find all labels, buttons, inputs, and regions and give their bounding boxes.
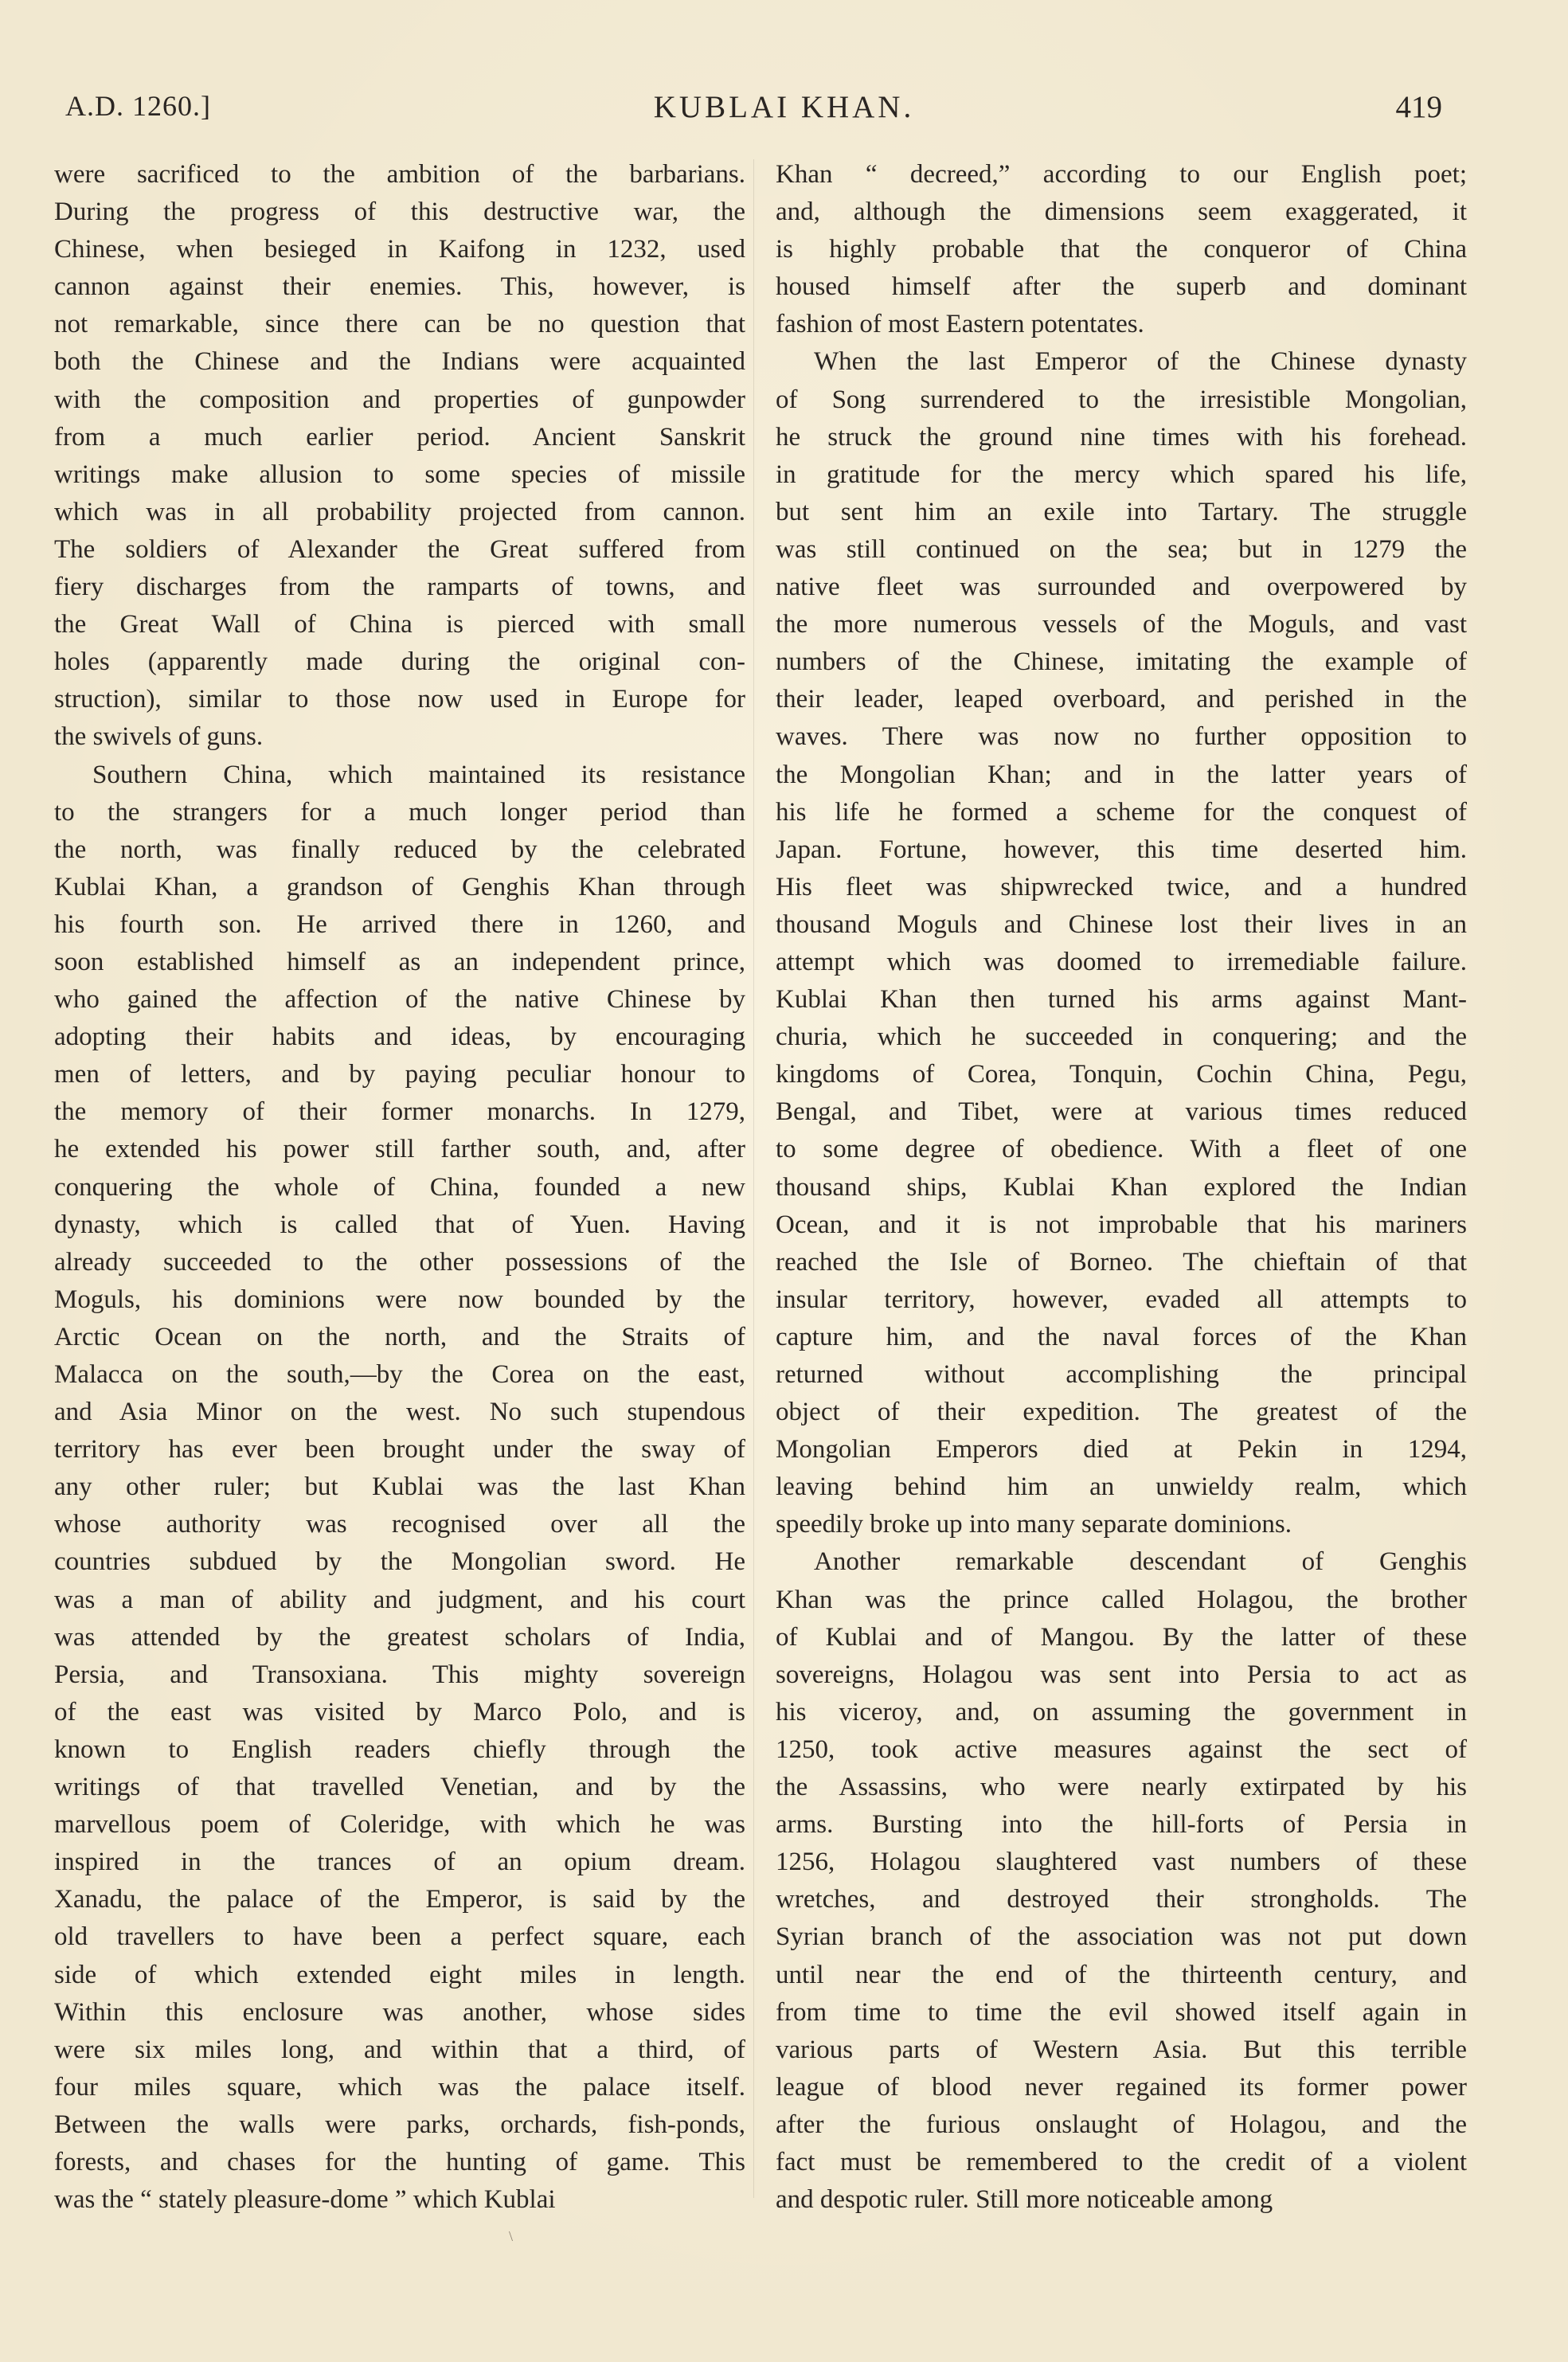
text-line	[54, 2032, 745, 2069]
column-divider	[753, 159, 754, 2198]
text-line	[776, 757, 1467, 794]
text-line-content: leaving behind him an unwieldy realm, which	[776, 1472, 1467, 1502]
text-line-content: 1250, took active measures against the sect of	[776, 1734, 1467, 1764]
text-line	[776, 1656, 1467, 1694]
text-line	[54, 1731, 745, 1769]
text-line-content: of Song surrendered to the irresistible Mongolian,	[776, 385, 1467, 414]
text-line-content: writings of that travelled Venetian, and by the	[54, 1773, 745, 1802]
text-line-content: The soldiers of Alexander the Great suffered from	[54, 534, 745, 564]
text-line-content: struction), similar to those now used in Europe for	[54, 685, 745, 714]
text-line-content: speedily broke up into many separate dominions.	[776, 1510, 1292, 1539]
text-line	[776, 1319, 1467, 1356]
text-line-content: the swivels of guns.	[54, 722, 264, 752]
text-line-content: forests, and chases for the hunting of game. This	[54, 2147, 745, 2176]
text-line	[54, 1431, 745, 1468]
text-line	[54, 1769, 745, 1806]
text-line-content: churia, which he succeeded in conquering; and the	[776, 1023, 1467, 1052]
text-line-content: soon established himself as an independent prince,	[54, 947, 745, 976]
text-line-content: their leader, leaped overboard, and perished in the	[776, 685, 1467, 714]
text-line-content: fiery discharges from the ramparts of towns, and	[54, 573, 745, 602]
text-line-content: thousand Moguls and Chinese lost their lives in an	[776, 909, 1467, 939]
text-line	[54, 1918, 745, 1956]
text-line	[776, 831, 1467, 869]
text-line-content: but sent him an exile into Tartary. The struggle	[776, 497, 1467, 526]
text-line	[776, 419, 1467, 456]
text-line	[776, 156, 1467, 194]
text-line	[776, 1543, 1467, 1581]
text-line	[776, 1281, 1467, 1319]
text-line	[776, 2144, 1467, 2181]
text-line-content: and despotic ruler. Still more noticeable among	[776, 2185, 1273, 2215]
text-line-content: marvellous poem of Coleridge, with which he was	[54, 1810, 745, 1840]
text-line-content: Xanadu, the palace of the Emperor, is said by the	[54, 1885, 745, 1914]
text-line	[54, 1994, 745, 2032]
text-line	[776, 1694, 1467, 1731]
text-line-content: and Asia Minor on the west. No such stupendous	[54, 1398, 745, 1427]
text-line	[776, 306, 1467, 343]
text-line	[776, 1506, 1467, 1543]
text-line	[776, 231, 1467, 268]
text-line	[54, 681, 745, 718]
text-line	[54, 1881, 745, 1918]
page-number: 419	[1395, 90, 1442, 124]
text-line-content: Moguls, his dominions were now bounded by the	[54, 1285, 745, 1314]
text-line-content: inspired in the trances of an opium dream.	[54, 1848, 745, 1877]
text-line	[54, 2069, 745, 2106]
text-line-content: His fleet was shipwrecked twice, and a hundred	[776, 872, 1467, 901]
text-line-content: men of letters, and by paying peculiar honour to	[54, 1060, 745, 1089]
footer-mark: \	[509, 2228, 514, 2244]
text-line	[776, 1356, 1467, 1394]
text-line	[54, 494, 745, 531]
text-line-content: numbers of the Chinese, imitating the example of	[776, 647, 1467, 677]
text-line	[776, 381, 1467, 419]
text-line	[54, 231, 745, 268]
text-line	[54, 381, 745, 419]
text-line	[776, 906, 1467, 944]
text-line	[776, 944, 1467, 981]
text-line-content: he extended his power still farther south, and, after	[54, 1135, 745, 1164]
text-line	[54, 531, 745, 569]
text-line-content: fashion of most Eastern potentates.	[776, 310, 1144, 339]
text-line	[776, 343, 1467, 381]
text-line	[776, 194, 1467, 231]
text-line-content: known to English readers chiefly through the	[54, 1734, 745, 1764]
text-line-content: kingdoms of Corea, Tonquin, Cochin China, Pegu,	[776, 1060, 1467, 1089]
text-line-content: his viceroy, and, on assuming the government in	[776, 1697, 1467, 1727]
text-line-content: object of their expedition. The greatest of the	[776, 1398, 1467, 1427]
header-date: A.D. 1260.]	[65, 90, 211, 122]
text-line	[776, 1206, 1467, 1244]
text-line-content: the Assassins, who were nearly extirpated by his	[776, 1773, 1467, 1802]
text-line-content: his fourth son. He arrived there in 1260, and	[54, 909, 745, 939]
text-line-content: whose authority was recognised over all the	[54, 1510, 745, 1539]
text-line-content: thousand ships, Kublai Khan explored the Indian	[776, 1172, 1467, 1202]
text-line	[776, 569, 1467, 606]
text-line-content: Kublai Khan then turned his arms against Mant-	[776, 985, 1467, 1015]
text-line-content: were sacrificed to the ambition of the barbarians.	[54, 160, 745, 189]
text-line	[54, 906, 745, 944]
text-line-content: the north, was finally reduced by the celebrated	[54, 835, 745, 864]
text-line	[776, 2106, 1467, 2144]
text-line-content: who gained the affection of the native Chinese by	[54, 985, 745, 1015]
text-line-content: which was in all probability projected from cannon.	[54, 497, 745, 526]
text-line	[54, 1394, 745, 1431]
text-line-content: the Mongolian Khan; and in the latter years of	[776, 760, 1467, 789]
text-line	[54, 1468, 745, 1506]
text-line-content: of the east was visited by Marco Polo, and is	[54, 1697, 745, 1727]
text-line	[776, 1731, 1467, 1769]
text-line-content: native fleet was surrounded and overpowered by	[776, 573, 1467, 602]
text-line-content: both the Chinese and the Indians were acquainted	[54, 347, 745, 377]
text-line-content: Khan “ decreed,” according to our English poet;	[776, 160, 1467, 189]
text-line	[776, 268, 1467, 306]
text-line-content: Persia, and Transoxiana. This mighty sovereign	[54, 1660, 745, 1689]
text-line-content: Chinese, when besieged in Kaifong in 1232, used	[54, 235, 745, 264]
text-line-content: 1256, Holagou slaughtered vast numbers of these	[776, 1848, 1467, 1877]
text-line-content: sovereigns, Holagou was sent into Persia to act as	[776, 1660, 1467, 1689]
text-line	[54, 1093, 745, 1131]
text-line-content: Another remarkable descendant of Genghis	[814, 1547, 1467, 1577]
text-line-content: reached the Isle of Borneo. The chieftain of that	[776, 1247, 1467, 1277]
text-line	[776, 1769, 1467, 1806]
text-line	[54, 1619, 745, 1656]
text-line-content: already succeeded to the other possessions of the	[54, 1247, 745, 1277]
text-line-content: Syrian branch of the association was not put down	[776, 1922, 1467, 1952]
text-line	[54, 1656, 745, 1694]
text-line	[54, 981, 745, 1019]
text-line	[776, 1582, 1467, 1619]
text-line-content: in gratitude for the mercy which spared his life,	[776, 459, 1467, 489]
text-line-content: Between the walls were parks, orchards, fish-ponds,	[54, 2110, 745, 2139]
text-line-content: countries subdued by the Mongolian sword. He	[54, 1547, 745, 1577]
text-line	[54, 944, 745, 981]
text-line	[54, 831, 745, 869]
text-line-content: cannon against their enemies. This, however, is	[54, 272, 745, 302]
text-line	[776, 794, 1467, 831]
text-line	[54, 1356, 745, 1394]
text-line-content: league of blood never regained its former power	[776, 2072, 1467, 2102]
text-line	[54, 1131, 745, 1168]
text-line-content: writings make allusion to some species of missile	[54, 459, 745, 489]
right-text-column	[776, 156, 1467, 2219]
text-line-content: side of which extended eight miles in length.	[54, 1960, 745, 1989]
text-line-content: arms. Bursting into the hill-forts of Persia in	[776, 1810, 1467, 1840]
text-line	[776, 1619, 1467, 1656]
text-line-content: any other ruler; but Kublai was the last Khan	[54, 1472, 745, 1502]
text-line	[54, 1319, 745, 1356]
text-line	[54, 1019, 745, 1056]
text-line	[776, 1056, 1467, 1093]
text-line-content: not remarkable, since there can be no question that	[54, 310, 745, 339]
text-line-content: four miles square, which was the palace itself.	[54, 2072, 745, 2102]
text-line-content: he struck the ground nine times with his forehead.	[776, 422, 1467, 452]
text-line	[54, 643, 745, 681]
text-line	[776, 1019, 1467, 1056]
text-line	[776, 1994, 1467, 2032]
text-line-content: the memory of their former monarchs. In 1279,	[54, 1097, 745, 1127]
text-line	[776, 1093, 1467, 1131]
text-line-content: is highly probable that the conqueror of China	[776, 235, 1467, 264]
text-line-content: his life he formed a scheme for the conquest of	[776, 797, 1467, 827]
text-line	[54, 1957, 745, 1994]
text-line-content: the Great Wall of China is pierced with small	[54, 610, 745, 639]
text-line	[54, 1056, 745, 1093]
text-line-content: returned without accomplishing the principal	[776, 1360, 1467, 1389]
text-line-content: Within this enclosure was another, whose sides	[54, 1997, 745, 2027]
text-line	[54, 1169, 745, 1206]
text-line-content: was attended by the greatest scholars of India,	[54, 1622, 745, 1652]
text-line-content: fact must be remembered to the credit of a violent	[776, 2147, 1467, 2176]
text-line	[54, 194, 745, 231]
text-line	[54, 1206, 745, 1244]
text-line-content: old travellers to have been a perfect square, each	[54, 1922, 745, 1952]
text-line-content: Mongolian Emperors died at Pekin in 1294,	[776, 1435, 1467, 1465]
text-line-content: Arctic Ocean on the north, and the Straits of	[54, 1322, 745, 1351]
text-line	[54, 569, 745, 606]
text-line-content: waves. There was now no further opposition to	[776, 722, 1467, 752]
text-line	[776, 531, 1467, 569]
text-line	[54, 869, 745, 906]
text-line	[776, 1394, 1467, 1431]
text-line-content: holes (apparently made during the original con-	[54, 647, 745, 677]
text-line	[54, 268, 745, 306]
text-line-content: Malacca on the south,—by the Corea on the east,	[54, 1360, 745, 1389]
text-line	[54, 2106, 745, 2144]
text-line-content: Southern China, which maintained its resistance	[92, 760, 745, 789]
text-line	[54, 606, 745, 643]
text-line-content: until near the end of the thirteenth century, and	[776, 1960, 1467, 1989]
text-line-content: from time to time the evil showed itself again in	[776, 1997, 1467, 2027]
text-line-content: insular territory, however, evaded all attempts to	[776, 1285, 1467, 1314]
text-line	[776, 1431, 1467, 1468]
text-line-content: to the strangers for a much longer period than	[54, 797, 745, 827]
text-line	[776, 1918, 1467, 1956]
text-line-content: When the last Emperor of the Chinese dynasty	[814, 347, 1467, 377]
text-line	[54, 1543, 745, 1581]
text-line-content: Japan. Fortune, however, this time deserted him.	[776, 835, 1467, 864]
text-line-content: from a much earlier period. Ancient Sanskrit	[54, 422, 745, 452]
text-line-content: capture him, and the naval forces of the Khan	[776, 1322, 1467, 1351]
text-line	[54, 1244, 745, 1281]
text-line	[776, 456, 1467, 494]
text-line-content: adopting their habits and ideas, by encouraging	[54, 1023, 745, 1052]
text-line	[54, 1694, 745, 1731]
text-line	[54, 419, 745, 456]
text-line	[54, 1582, 745, 1619]
text-line	[776, 1881, 1467, 1918]
text-line	[776, 1169, 1467, 1206]
text-line	[54, 306, 745, 343]
page-title: KUBLAI KHAN.	[653, 90, 915, 124]
text-line-content: attempt which was doomed to irremediable failure.	[776, 947, 1467, 976]
text-line	[776, 494, 1467, 531]
text-line	[54, 794, 745, 831]
text-line-content: after the furious onslaught of Holagou, and the	[776, 2110, 1467, 2139]
text-line	[776, 2069, 1467, 2106]
text-line-content: of Kublai and of Mangou. By the latter of these	[776, 1622, 1467, 1652]
text-line-content: the more numerous vessels of the Moguls, and vast	[776, 610, 1467, 639]
text-line	[776, 1468, 1467, 1506]
text-line	[54, 1844, 745, 1881]
text-line-content: conquering the whole of China, founded a new	[54, 1172, 745, 1202]
text-line	[54, 1806, 745, 1844]
text-line-content: Ocean, and it is not improbable that his mariners	[776, 1210, 1467, 1239]
text-line-content: to some degree of obedience. With a fleet of one	[776, 1135, 1467, 1164]
text-line	[54, 343, 745, 381]
text-line	[54, 2181, 745, 2219]
text-line	[776, 643, 1467, 681]
text-line-content: Bengal, and Tibet, were at various times reduced	[776, 1097, 1467, 1127]
text-line	[54, 156, 745, 194]
text-line-content: During the progress of this destructive war, the	[54, 197, 745, 227]
text-line	[54, 2144, 745, 2181]
text-line	[776, 869, 1467, 906]
text-line-content: were six miles long, and within that a third, of	[54, 2035, 745, 2064]
text-line	[776, 1957, 1467, 1994]
text-line	[54, 718, 745, 756]
text-line-content: dynasty, which is called that of Yuen. Having	[54, 1210, 745, 1239]
text-line	[776, 1131, 1467, 1168]
text-line	[54, 1281, 745, 1319]
text-line	[776, 606, 1467, 643]
left-text-column	[54, 156, 745, 2219]
text-line-content: Kublai Khan, a grandson of Genghis Khan through	[54, 872, 745, 901]
text-line	[54, 757, 745, 794]
text-line	[776, 981, 1467, 1019]
text-line-content: was a man of ability and judgment, and his court	[54, 1585, 745, 1614]
text-line-content: wretches, and destroyed their strongholds. The	[776, 1885, 1467, 1914]
text-line-content: with the composition and properties of gunpowder	[54, 385, 745, 414]
running-header	[0, 89, 1568, 137]
text-line-content: was still continued on the sea; but in 1279 the	[776, 534, 1467, 564]
text-line	[776, 1844, 1467, 1881]
text-line-content: territory has ever been brought under the sway of	[54, 1435, 745, 1465]
text-line	[776, 1244, 1467, 1281]
text-line	[776, 1806, 1467, 1844]
text-line	[776, 2032, 1467, 2069]
text-line	[776, 681, 1467, 718]
text-line-content: Khan was the prince called Holagou, the brother	[776, 1585, 1467, 1614]
text-line-content: housed himself after the superb and dominant	[776, 272, 1467, 302]
text-line	[776, 718, 1467, 756]
text-line	[54, 456, 745, 494]
text-line	[54, 1506, 745, 1543]
text-line-content: various parts of Western Asia. But this terrible	[776, 2035, 1467, 2064]
text-line	[776, 2181, 1467, 2219]
text-line-content: and, although the dimensions seem exaggerated, it	[776, 197, 1467, 227]
text-line-content: was the “ stately pleasure-dome ” which Kublai	[54, 2185, 556, 2215]
